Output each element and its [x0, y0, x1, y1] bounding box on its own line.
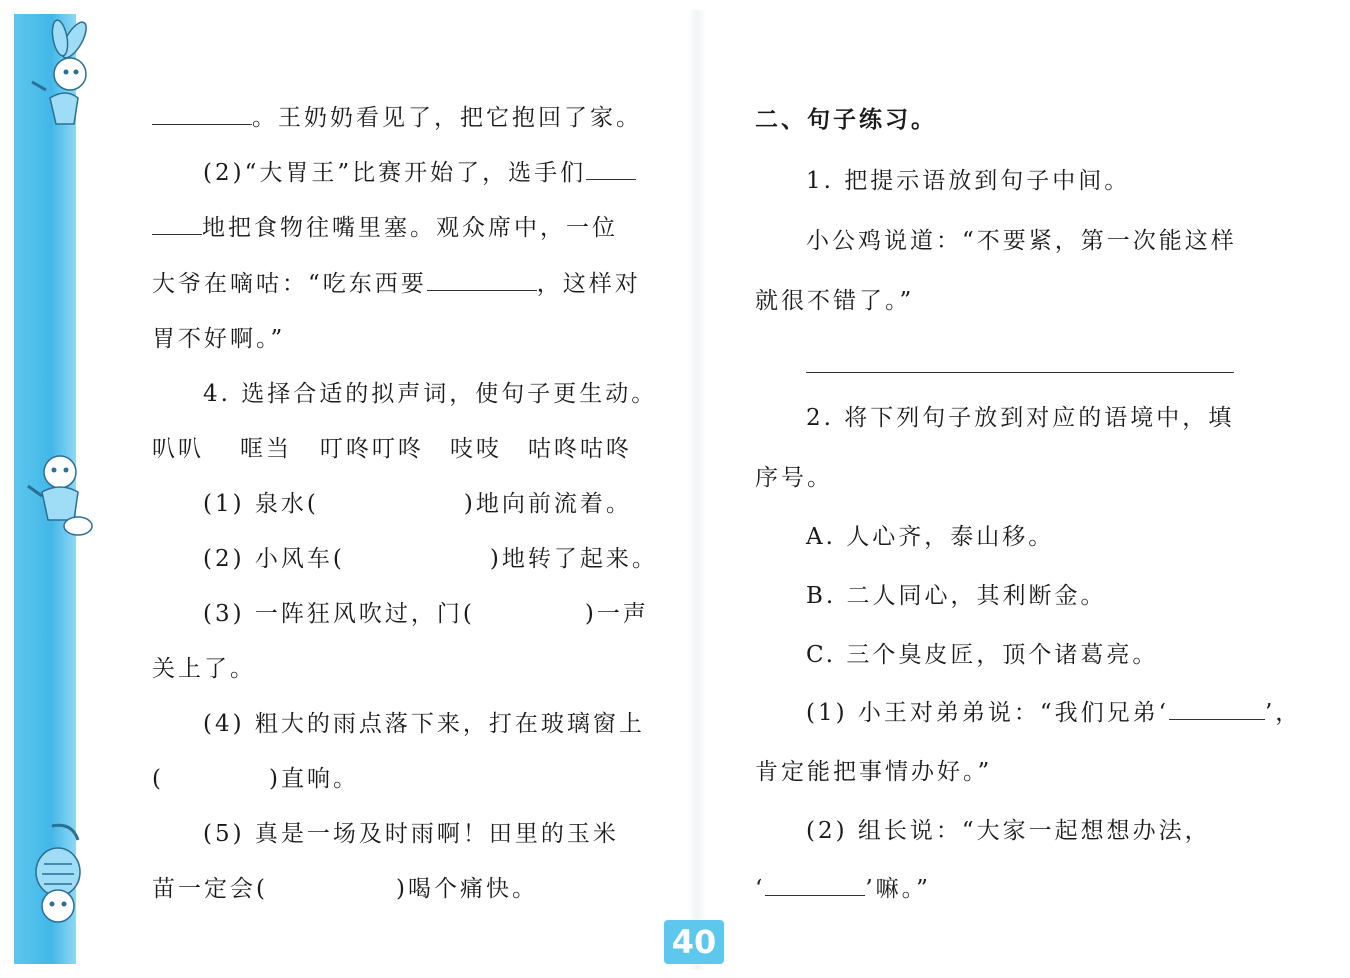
answer-blank[interactable]: [152, 216, 202, 235]
rabbit-mascot-icon: [16, 18, 100, 138]
sentence-5: (5) 真是一场及时雨啊！田里的玉米: [203, 821, 619, 847]
left-line-3: 地把食物往嘴里塞。观众席中，一位: [152, 213, 618, 243]
sentence-2: (2) 小风车( )地转了起来。: [203, 546, 658, 572]
page-number-badge: 40: [664, 920, 724, 964]
answer-blank[interactable]: [765, 877, 865, 896]
context-1-cont: 肯定能把事情办好。”: [755, 759, 993, 785]
word-bank-item: 叭叭: [152, 436, 204, 462]
question-2-title-cont: 序号。: [755, 465, 833, 491]
left-line-4: 大爷在嘀咕：“吃东西要 ，这样对: [152, 271, 641, 297]
option-a: A. 人心齐，泰山移。: [806, 524, 1055, 550]
left-line-1: 。王奶奶看见了，把它抱回了家。: [152, 103, 642, 133]
tiger-mascot-icon: [22, 820, 94, 930]
word-bank-item: 吱吱: [450, 436, 502, 462]
context-2-cont: ‘ ’嘛。”: [755, 876, 931, 902]
answer-blank[interactable]: [586, 161, 636, 180]
answer-blank[interactable]: [427, 272, 537, 291]
sentence-4-cont: ( )直响。: [152, 766, 359, 792]
question-1-sentence-cont: 就很不错了。”: [755, 288, 915, 314]
sentence-5-cont: 苗一定会( )喝个痛快。: [152, 876, 538, 902]
question-1-sentence: 小公鸡说道：“不要紧，第一次能这样: [806, 228, 1237, 254]
context-1: (1) 小王对弟弟说：“我们兄弟‘ ’，: [806, 700, 1302, 726]
context-2: (2) 组长说：“大家一起想想办法，: [806, 818, 1211, 844]
sentence-1: (1) 泉水( )地向前流着。: [203, 491, 632, 517]
answer-blank[interactable]: [1169, 701, 1265, 720]
sentence-4: (4) 粗大的雨点落下来，打在玻璃窗上: [203, 711, 645, 737]
question-1-title: 1. 把提示语放到句子中间。: [806, 168, 1131, 194]
sentence-3: (3) 一阵狂风吹过，门( )一声: [203, 601, 649, 627]
page-gutter: [688, 10, 706, 970]
raccoon-mascot-icon: [20, 450, 94, 540]
word-bank-item: 哐当: [240, 436, 292, 462]
question-4-title: 4. 选择合适的拟声词，使句子更生动。: [203, 381, 658, 407]
option-b: B. 二人同心，其利断金。: [806, 583, 1107, 609]
word-bank-item: 咕咚咕咚: [528, 436, 632, 462]
word-bank: [152, 434, 632, 464]
section-title: 二、句子练习。: [755, 106, 937, 133]
answer-blank[interactable]: [152, 106, 252, 125]
left-line-5: 胃不好啊。”: [152, 326, 286, 352]
left-line-2: (2)“大胃王”比赛开始了，选手们: [203, 158, 636, 188]
answer-line[interactable]: [806, 372, 1234, 373]
question-2-title: 2. 将下列句子放到对应的语境中，填: [806, 405, 1235, 431]
sentence-3-cont: 关上了。: [152, 656, 256, 682]
option-c: C. 三个臭皮匠，顶个诸葛亮。: [806, 642, 1159, 668]
word-bank-item: 叮咚叮咚: [320, 436, 424, 462]
